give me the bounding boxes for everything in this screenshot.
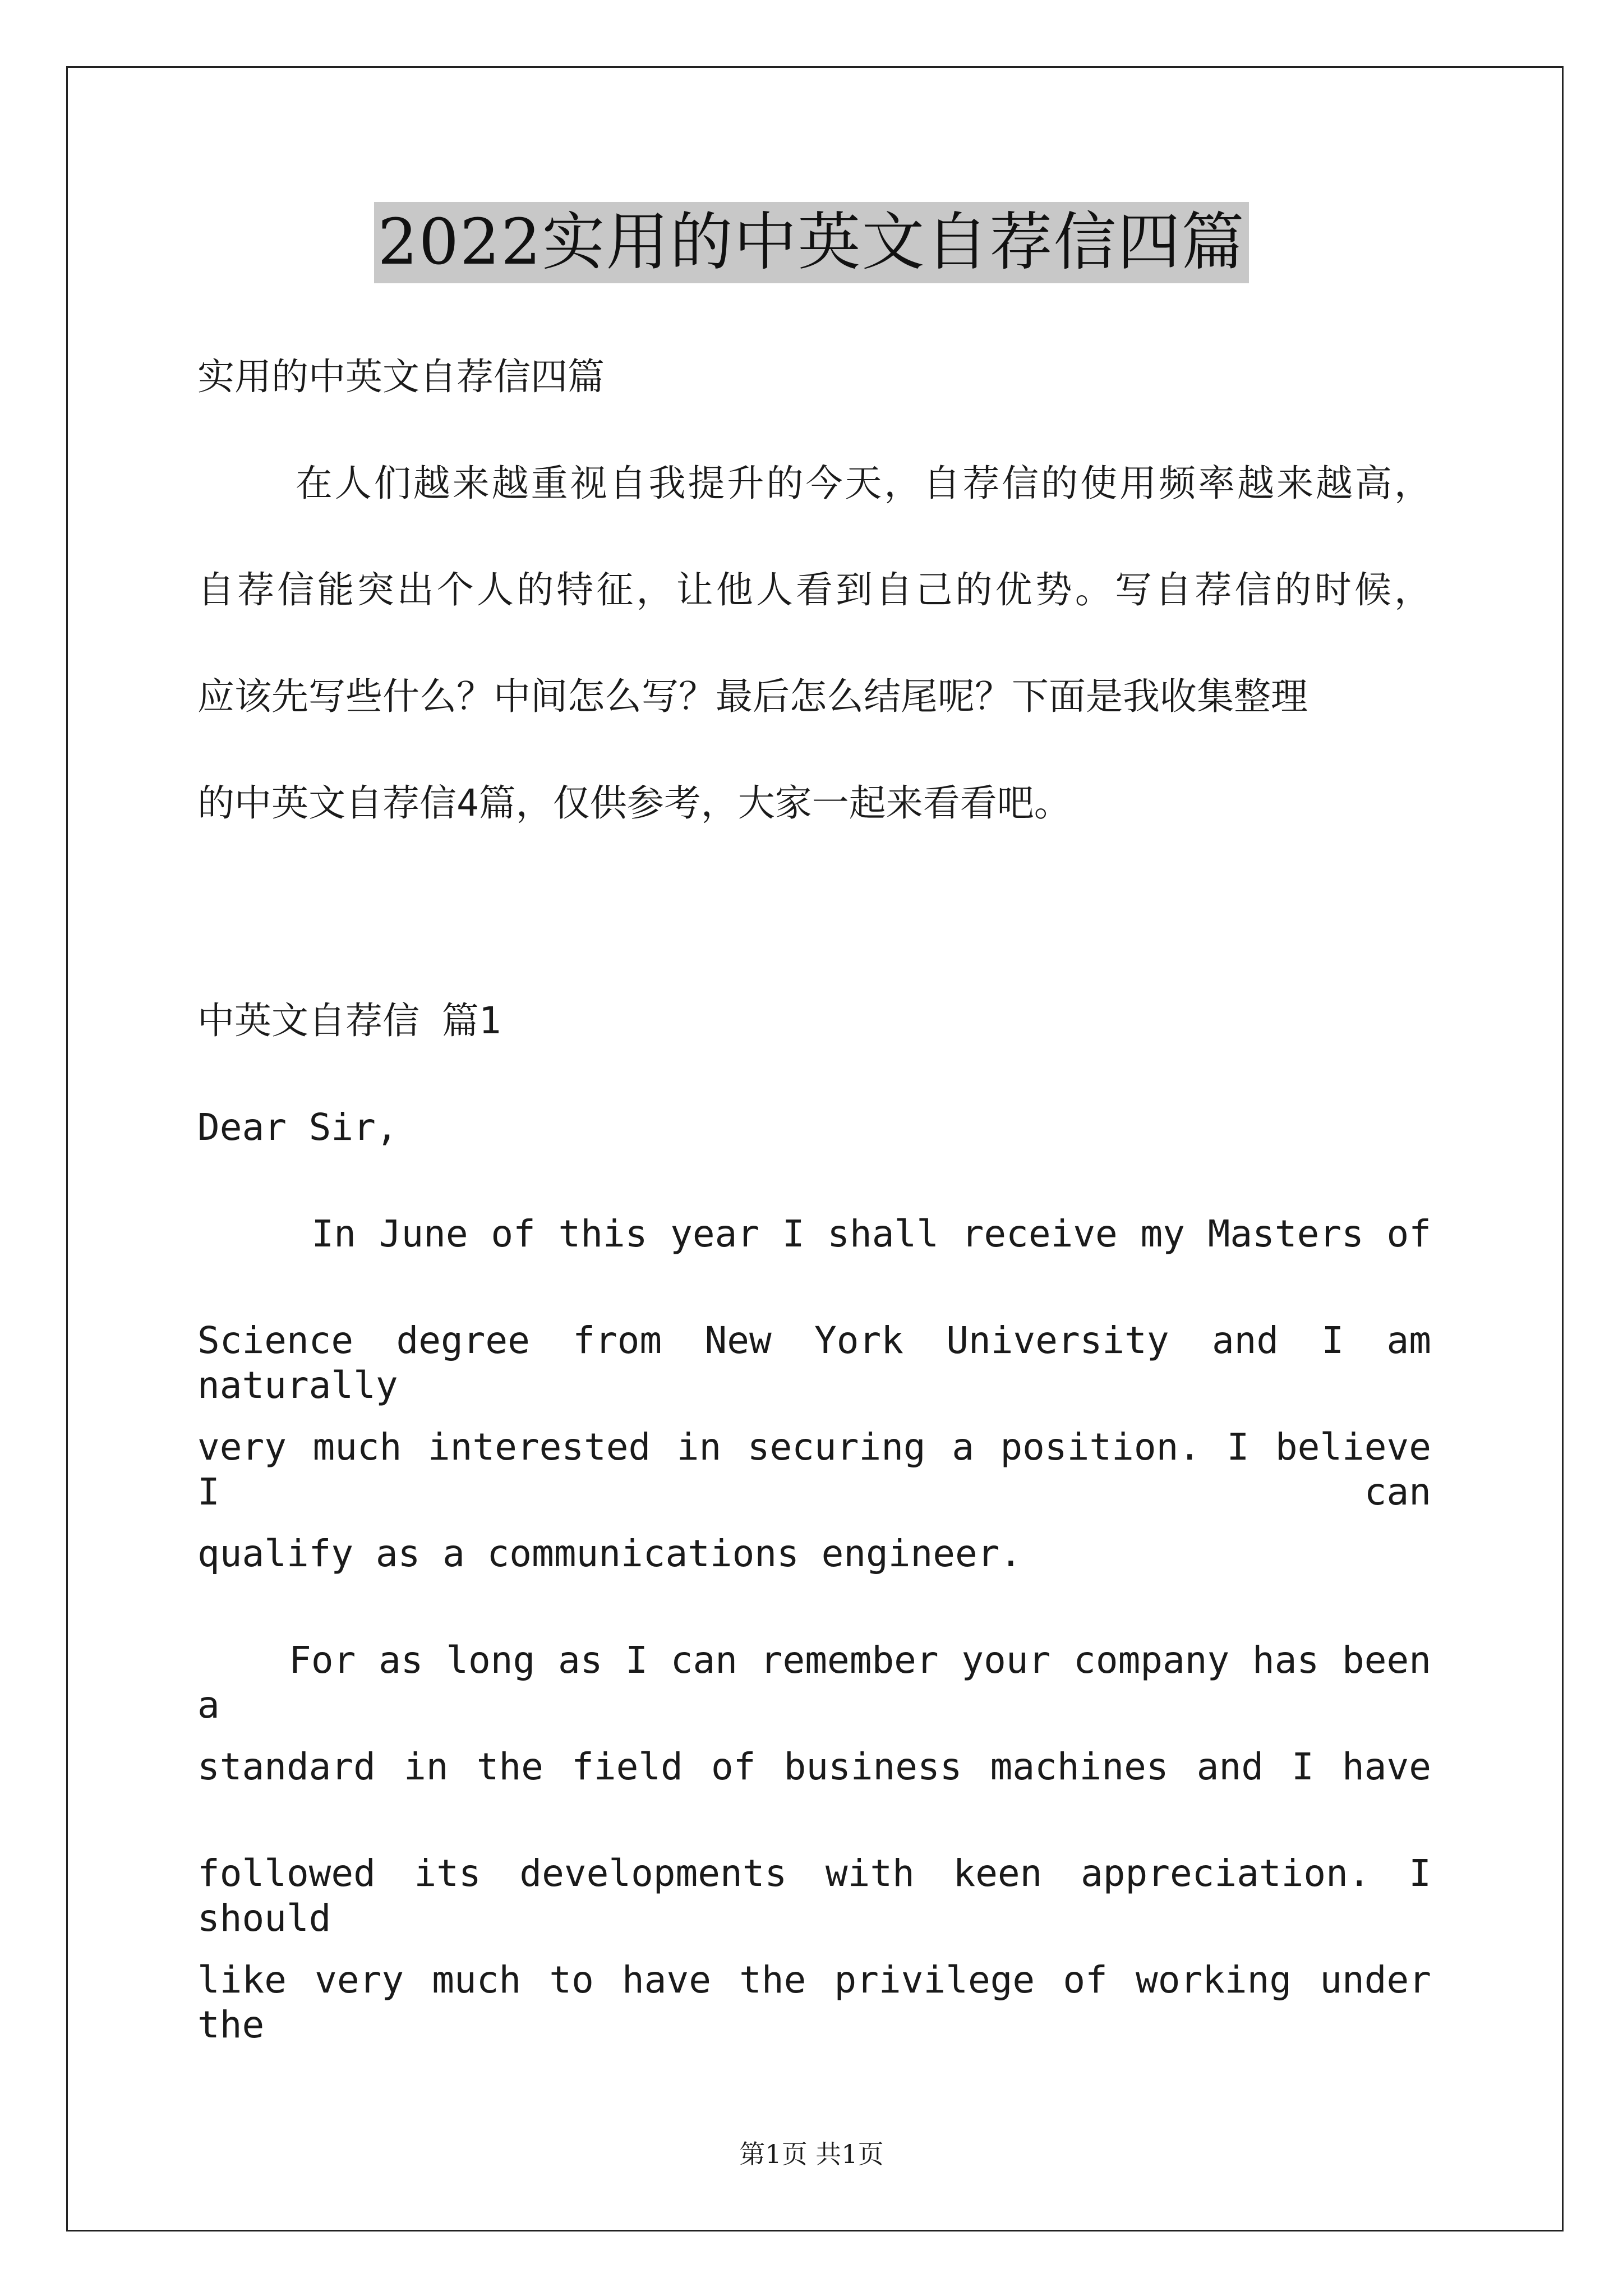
paragraph-line: For as long as I can remember your company has been a bbox=[197, 1639, 1454, 1727]
document-title: 2022实用的中英文自荐信四篇 bbox=[374, 202, 1248, 283]
paragraph-line: qualify as a communications engineer. bbox=[197, 1532, 1022, 1575]
document-subtitle: 实用的中英文自荐信四篇 bbox=[197, 355, 605, 398]
intro-line: 自荐信能突出个人的特征，让他人看到自己的优势。写自荐信的时候， bbox=[197, 568, 1431, 611]
section-heading: 中英文自荐信 篇1 bbox=[197, 999, 501, 1042]
paragraph-line: very much interested in securing a position. I believe I can bbox=[197, 1425, 1454, 1513]
intro-line: 在人们越来越重视自我提升的今天，自荐信的使用频率越来越高， bbox=[197, 462, 1431, 505]
intro-line: 的中英文自荐信4篇，仅供参考，大家一起来看看吧。 bbox=[197, 781, 1071, 825]
paragraph-line: In June of this year I shall receive my Masters of bbox=[197, 1212, 1431, 1255]
paragraph-line: like very much to have the privilege of working under the bbox=[197, 1958, 1454, 2046]
paragraph-line: Science degree from New York University and I am naturally bbox=[197, 1319, 1454, 1407]
intro-line: 应该先写些什么？中间怎么写？最后怎么结尾呢？下面是我收集整理 bbox=[197, 675, 1308, 718]
salutation: Dear Sir, bbox=[197, 1106, 398, 1149]
page-footer: 第1页 共1页 bbox=[739, 2139, 884, 2169]
paragraph-line: standard in the field of business machines and I have bbox=[197, 1745, 1431, 1788]
title-container bbox=[0, 202, 1623, 283]
paragraph-line: followed its developments with keen appreciation. I should bbox=[197, 1852, 1454, 1940]
